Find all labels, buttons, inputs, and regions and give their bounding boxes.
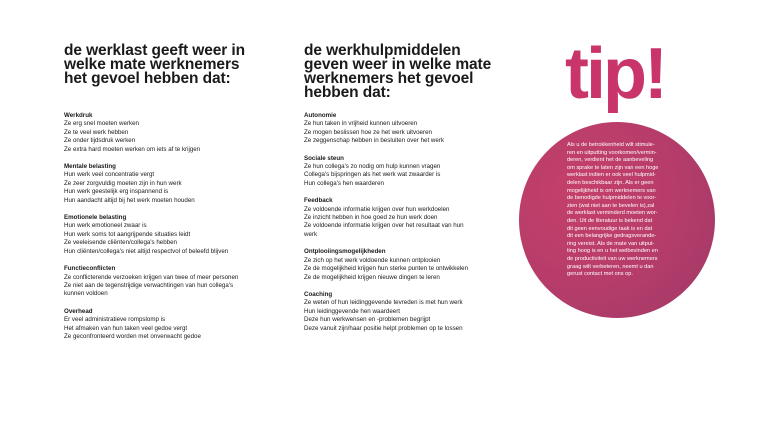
section-line: Ze niet aan de tegenstrijdige verwachtingen van hun collega's bbox=[64, 281, 234, 289]
section-line: Ze inzicht hebben in hoe goed ze hun werk doen bbox=[304, 214, 438, 222]
section-line: kunnen voldoen bbox=[64, 290, 108, 298]
section-line: Ze zeggenschap hebben in besluiten over het werk bbox=[304, 137, 444, 145]
section-line: Ze onder tijdsdruk werken bbox=[64, 137, 136, 145]
section-title: Overhead bbox=[64, 307, 93, 315]
section-mentale-belasting bbox=[64, 163, 238, 205]
section-line: Het afmaken van hun taken veel gedoe vergt bbox=[64, 324, 188, 332]
section-line: Ze de mogelijkheid krijgen hun sterke punten te ontwikkelen bbox=[304, 265, 469, 273]
left-heading-line: de werklast geeft weer in bbox=[64, 42, 245, 59]
section-title: Ontplooiingsmogelijkheden bbox=[304, 248, 386, 256]
section-line: Ze veeleisende cliënten/collega's hebben bbox=[64, 239, 177, 247]
section-sociale-steun bbox=[304, 155, 468, 189]
section-feedback bbox=[304, 197, 468, 239]
section-title: Feedback bbox=[304, 197, 333, 205]
section-line: Ze zeer zorgvuldig moeten zijn in hun werk bbox=[64, 179, 182, 187]
section-line: Ze voldoende informatie krijgen over het resultaat van hun bbox=[304, 222, 464, 230]
tip-text bbox=[567, 142, 685, 279]
section-autonomie bbox=[304, 112, 468, 146]
section-line: Ze de mogelijkheid krijgen nieuwe dingen te leren bbox=[304, 273, 440, 281]
middle-heading-line: werknemers het gevoel bbox=[304, 70, 474, 87]
section-line: Ze hun taken in vrijheid kunnen uitvoeren bbox=[304, 120, 418, 128]
section-line: Ze weten of hun leidinggevende tevreden is met hun werk bbox=[304, 299, 463, 307]
tip-line: de werklast verminderd moeten wor- bbox=[567, 210, 658, 217]
tip-line: deren, verdient het de aanbeveling bbox=[567, 157, 654, 164]
tip-line: de productiviteit van uw werknemers bbox=[567, 255, 658, 262]
section-line: Hun werk emotioneel zwaar is bbox=[64, 222, 147, 230]
section-title: Sociale steun bbox=[304, 154, 344, 162]
section-line: Ze te veel werk hebben bbox=[64, 128, 129, 136]
section-line: Ze extra hard moeten werken om iets af te krijgen bbox=[64, 145, 201, 153]
tip-line: ring vereist. Als de mate van uitput- bbox=[567, 240, 655, 247]
middle-column bbox=[304, 42, 519, 332]
tip-line: delen beschikbaar zijn. Als er geen bbox=[567, 179, 654, 186]
tip-line: gerust contact met ons op. bbox=[567, 271, 633, 278]
section-line: Er veel administratieve rompslomp is bbox=[64, 316, 166, 324]
section-line: Hun werk geestelijk erg inspannend is bbox=[64, 188, 169, 196]
section-line: Ze conflicterende verzoeken krijgen van twee of meer personen bbox=[64, 273, 239, 281]
section-line: Hun cliënten/collega's niet altijd respectvol of beleefd blijven bbox=[64, 247, 229, 255]
section-title: Mentale belasting bbox=[64, 163, 116, 171]
left-sections bbox=[64, 112, 238, 350]
section-line: Deze vanuit zijn/haar positie helpt problemen op te lossen bbox=[304, 324, 463, 332]
tip-line: ren en uitputting voorkomen/vermin- bbox=[567, 149, 657, 156]
section-line: Ze mogen beslissen hoe ze het werk uitvoeren bbox=[304, 128, 432, 136]
tip-line: ting hoog is en u het welbevinden en bbox=[567, 248, 658, 255]
middle-heading-line: de werkhulpmiddelen bbox=[304, 42, 461, 59]
tip-line: de benodigde hulpmiddelen te voor- bbox=[567, 195, 657, 202]
section-line: Ze voldoende informatie krijgen over hun werkdoelen bbox=[304, 205, 450, 213]
section-ontplooiingsmogelijkheden bbox=[304, 248, 468, 282]
tip-line: zien (wat niet aan te bevelen is),zal bbox=[567, 202, 655, 209]
section-line: Ze hun collega's zo nodig om hulp kunnen vragen bbox=[304, 163, 441, 171]
section-werkdruk bbox=[64, 112, 238, 154]
tip-line: dit geen eenvoudige taak is en dat bbox=[567, 225, 653, 232]
section-line: Ze erg snel moeten werken bbox=[64, 120, 139, 128]
section-functieconflicten bbox=[64, 265, 238, 299]
section-title: Werkdruk bbox=[64, 112, 93, 119]
section-coaching bbox=[304, 291, 468, 333]
section-emotionele-belasting bbox=[64, 214, 238, 256]
section-line: werk bbox=[304, 230, 318, 238]
left-heading-line: welke mate werknemers bbox=[64, 56, 240, 73]
section-title: Functieconflicten bbox=[64, 265, 116, 273]
tip-line: mogelijkheid is om werknemers van bbox=[567, 187, 656, 194]
middle-sections bbox=[304, 112, 468, 342]
tip-line: dit een belangrijke gedragsverande- bbox=[567, 233, 657, 240]
tip-line: werklast indien er ook veel hulpmid- bbox=[567, 172, 656, 179]
section-title: Emotionele belasting bbox=[64, 214, 127, 222]
section-line: Hun werk veel concentratie vergt bbox=[64, 171, 155, 179]
section-line: Collega's bijspringen als het werk wat zwaarder is bbox=[304, 171, 441, 179]
left-heading bbox=[64, 44, 279, 86]
tip-line: Als u de betrokkenheid wilt stimule- bbox=[567, 142, 655, 148]
tip-line: graag wilt verbeteren, neemt u dan bbox=[567, 263, 654, 270]
middle-heading-line: hebben dat: bbox=[304, 84, 391, 101]
section-title: Coaching bbox=[304, 290, 333, 298]
middle-heading bbox=[304, 44, 519, 100]
section-line: Deze hun werkwensen en -problemen begrijpt bbox=[304, 316, 431, 324]
section-line: Hun werk soms tot aangrijpende situaties leidt bbox=[64, 230, 191, 238]
left-heading-line: het gevoel hebben dat: bbox=[64, 70, 231, 87]
section-title: Autonomie bbox=[304, 112, 337, 119]
section-line: Ze zich op het werk voldoende kunnen ontplooien bbox=[304, 256, 441, 264]
section-line: Hun aandacht altijd bij het werk moeten houden bbox=[64, 196, 195, 204]
section-line: Hun collega's hen waarderen bbox=[304, 179, 384, 187]
section-overhead bbox=[64, 308, 238, 342]
middle-heading-line: geven weer in welke mate bbox=[304, 56, 492, 73]
section-line: Ze geconfronteerd worden met onverwacht gedoe bbox=[64, 332, 201, 340]
tip-line: den. Uit de literatuur is bekend dat bbox=[567, 217, 653, 224]
section-line: Hun leidinggevende hen waardeert bbox=[304, 307, 400, 315]
tip-title: tip! bbox=[565, 34, 665, 114]
left-column bbox=[64, 42, 279, 340]
tip-line: om sprake te laten zijn van een hoge bbox=[567, 164, 659, 171]
